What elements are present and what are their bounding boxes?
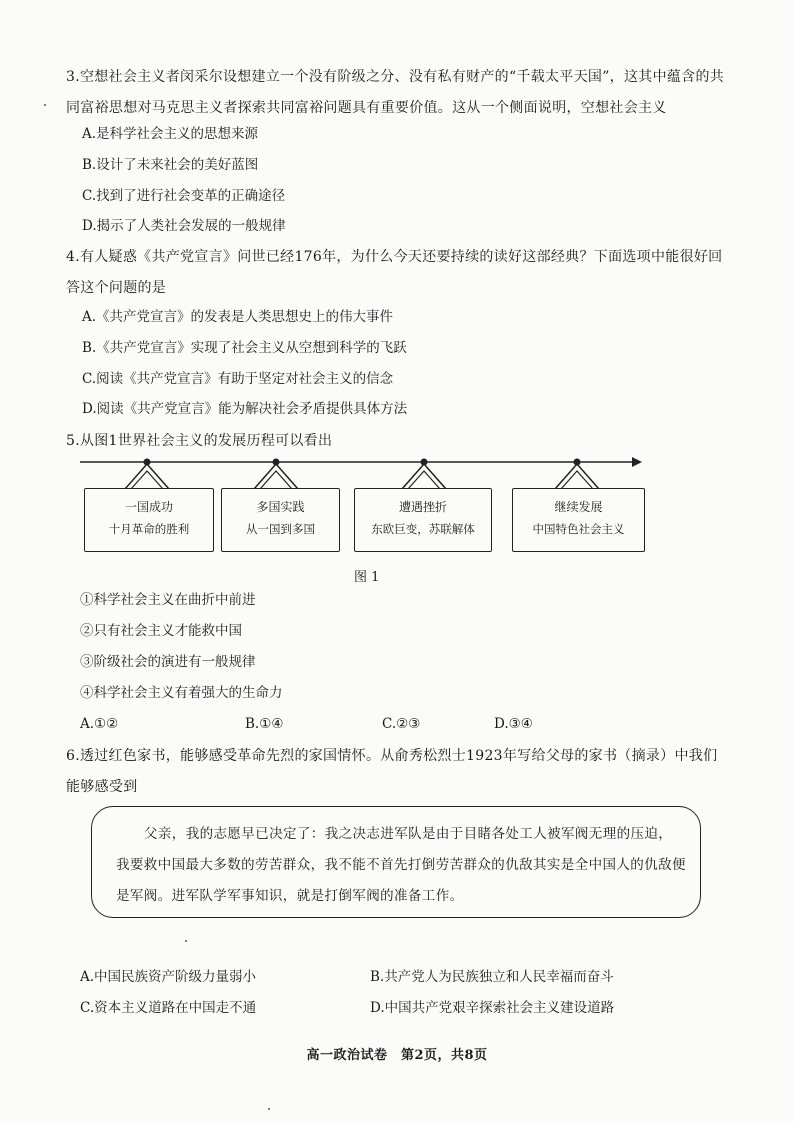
scan-speck: [268, 1108, 270, 1110]
stage-4-title: 继续发展: [554, 500, 603, 514]
question-4-option-d[interactable]: D.阅读《共产党宣言》能为解决社会矛盾提供具体方法: [82, 401, 408, 417]
question-3-option-d[interactable]: D.揭示了人类社会发展的一般规律: [82, 218, 286, 234]
statement-1: ①科学社会主义在曲折中前进: [80, 592, 256, 608]
stage-2-title: 多国实践: [256, 500, 305, 514]
letter-excerpt-text: 父亲，我的志愿早已决定了：我之决志进军队是由于目睹各处工人被军阀无理的压迫，我要救中国最大多数的劳苦群众，我不能不首先打倒劳苦群众的仇敌其实是全中国人的仇敌便是军阀。进军队学军事知识，就是打倒军阀的准备工作。: [116, 826, 686, 904]
figure-caption: 图 1: [354, 570, 380, 585]
question-6-option-b[interactable]: B.共产党人为民族独立和人民幸福而奋斗: [370, 969, 614, 985]
question-3-stem: 3.空想社会主义者闵采尔设想建立一个没有阶级之分、没有私有财产的“千载太平天国”，这其中蕴含的共同富裕思想对马克思主义者探索共同富裕问题具有重要价值。这从一个侧面说明，空想社会主义: [66, 69, 725, 116]
question-5-option-a[interactable]: A.①②: [80, 716, 119, 732]
question-3-option-a[interactable]: A.是科学社会主义的思想来源: [82, 126, 259, 142]
stage-2-pointer: [254, 459, 298, 490]
statement-2: ②只有社会主义才能救中国: [80, 623, 242, 639]
question-3-option-b[interactable]: B.设计了未来社会的美好蓝图: [82, 157, 259, 173]
question-6-option-a[interactable]: A.中国民族资产阶级力量弱小: [80, 969, 257, 985]
question-6-option-c[interactable]: C.资本主义道路在中国走不通: [80, 1000, 257, 1016]
question-6-stem: 6.透过红色家书，能够感受革命先烈的家国情怀。从俞秀松烈士1923年写给父母的家书（摘录）中我们能够感受到: [66, 748, 718, 795]
question-5-option-b[interactable]: B.①④: [245, 716, 284, 732]
scan-speck: [44, 104, 46, 106]
statement-3: ③阶级社会的演进有一般规律: [80, 654, 256, 670]
stage-1-pointer: [125, 459, 169, 490]
stage-1-subtitle: 十月革命的胜利: [108, 522, 190, 536]
stage-4-box: [512, 488, 645, 552]
timeline-figure: [80, 450, 650, 560]
stage-2-subtitle: 从一国到多国: [246, 522, 315, 536]
question-5-stem: 5.从图1世界社会主义的发展历程可以看出: [66, 433, 333, 449]
question-4-option-a[interactable]: A.《共产党宣言》的发表是人类思想史上的伟大事件: [82, 309, 394, 325]
question-6-option-d[interactable]: D.中国共产党艰辛探索社会主义建设道路: [370, 1000, 615, 1016]
question-4-option-c[interactable]: C.阅读《共产党宣言》有助于坚定对社会主义的信念: [82, 371, 394, 387]
stage-1-title: 一国成功: [124, 500, 173, 514]
stage-3-subtitle: 东欧巨变，苏联解体: [371, 522, 475, 536]
stage-4-pointer: [555, 459, 599, 490]
letter-excerpt-box: [91, 806, 701, 918]
question-3-option-c[interactable]: C.找到了进行社会变革的正确途径: [82, 188, 286, 204]
question-5-option-d[interactable]: D.③④: [494, 716, 533, 732]
stage-3-pointer: [402, 459, 446, 490]
timeline-arrowhead: [632, 457, 642, 467]
stage-3-box: [354, 488, 492, 552]
stage-2-box: [221, 488, 340, 552]
page-footer: 高一政治试卷 第2页，共8页: [306, 1048, 488, 1063]
question-4-stem: 4.有人疑惑《共产党宣言》问世已经176年，为什么今天还要持续的读好这部经典？下面选项中能很好回答这个问题的是: [66, 249, 723, 296]
question-4-option-b[interactable]: B.《共产党宣言》实现了社会主义从空想到科学的飞跃: [82, 340, 407, 356]
question-5-option-c[interactable]: C.②③: [382, 716, 421, 732]
statement-4: ④科学社会主义有着强大的生命力: [80, 685, 283, 701]
scan-speck: [185, 940, 187, 942]
stage-1-box: [84, 488, 214, 552]
stage-4-subtitle: 中国特色社会主义: [532, 522, 625, 536]
stage-3-title: 遭遇挫折: [398, 500, 447, 514]
